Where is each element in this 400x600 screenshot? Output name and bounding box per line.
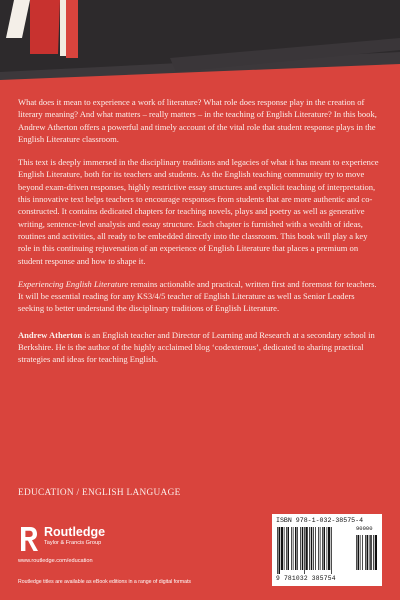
isbn-barcode <box>272 514 382 586</box>
isbn-label: ISBN 978-1-032-38575-4 <box>276 517 364 524</box>
author-bio <box>18 329 382 366</box>
publisher-url: www.routledge.com/education <box>18 558 93 564</box>
publisher-block <box>18 524 218 574</box>
barcode-icon <box>275 527 379 575</box>
blurb-paragraph-3 <box>18 278 382 315</box>
blurb-paragraph-2: This text is deeply immersed in the disciplinary traditions and legacies of what it has meant to experience English Literature, both for its teachers and students. As the English teaching community try to move beyond exam-driven responses, highly restrictive essay structures and explicit teaching of interpretation, this innovative text helps teachers to encourage responses from students that are more authentic and co-constructed. It contains dedicated chapters for teaching novels, plays and poetry as well as generative writing, sentence-level analysis and essay structure. Each chapter is furnished with a wealth of ideas, routines and activities, all ready to be embedded directly into the classroom. This book will play a key role in this continuing rejuvenation of an experience of English Literature that places a premium on student response and how to shape it. <box>18 157 379 266</box>
books-illustration <box>0 0 400 82</box>
author-name: Andrew Atherton <box>18 329 83 340</box>
publisher-name: Routledge <box>44 525 106 539</box>
blurb-paragraph-3-text: remains actionable and practical, written first and foremost for teachers. It will be essential reading for any KS3/4/5 teacher of English Literature as well as Senior Leaders seeking to better understand the disciplinary traditions of English Literature. <box>18 278 377 314</box>
barcode-addon-digits: 90000 <box>356 525 373 532</box>
publisher-group: Taylor & Francis Group <box>44 540 102 546</box>
cover-artwork <box>0 0 400 82</box>
back-cover-blurb <box>18 96 382 377</box>
subject-category: EDUCATION / ENGLISH LANGUAGE <box>18 488 181 498</box>
book-title-italic: Experiencing English Literature <box>18 278 129 289</box>
author-bio-text: is an English teacher and Director of Learning and Research at a secondary school in Berkshire. He is the author of the highly acclaimed blog ‘codexterous’, dedicated to sharing practical strategies and ideas for teaching English. <box>18 329 375 365</box>
ebook-footnote: Routledge titles are available as eBook editions in a range of digital formats <box>18 579 192 585</box>
routledge-r-logo-icon <box>18 526 40 552</box>
blurb-paragraph-1: What does it mean to experience a work of literature? What role does response play in the creation of literary meaning? And what matters – really matters – in the teaching of English Literature? In this book, Andrew Atherton offers a powerful and timely account of the vital role that student response plays in the English Literature classroom. <box>18 97 377 144</box>
barcode-digits: 9 781032 385754 <box>276 575 336 582</box>
